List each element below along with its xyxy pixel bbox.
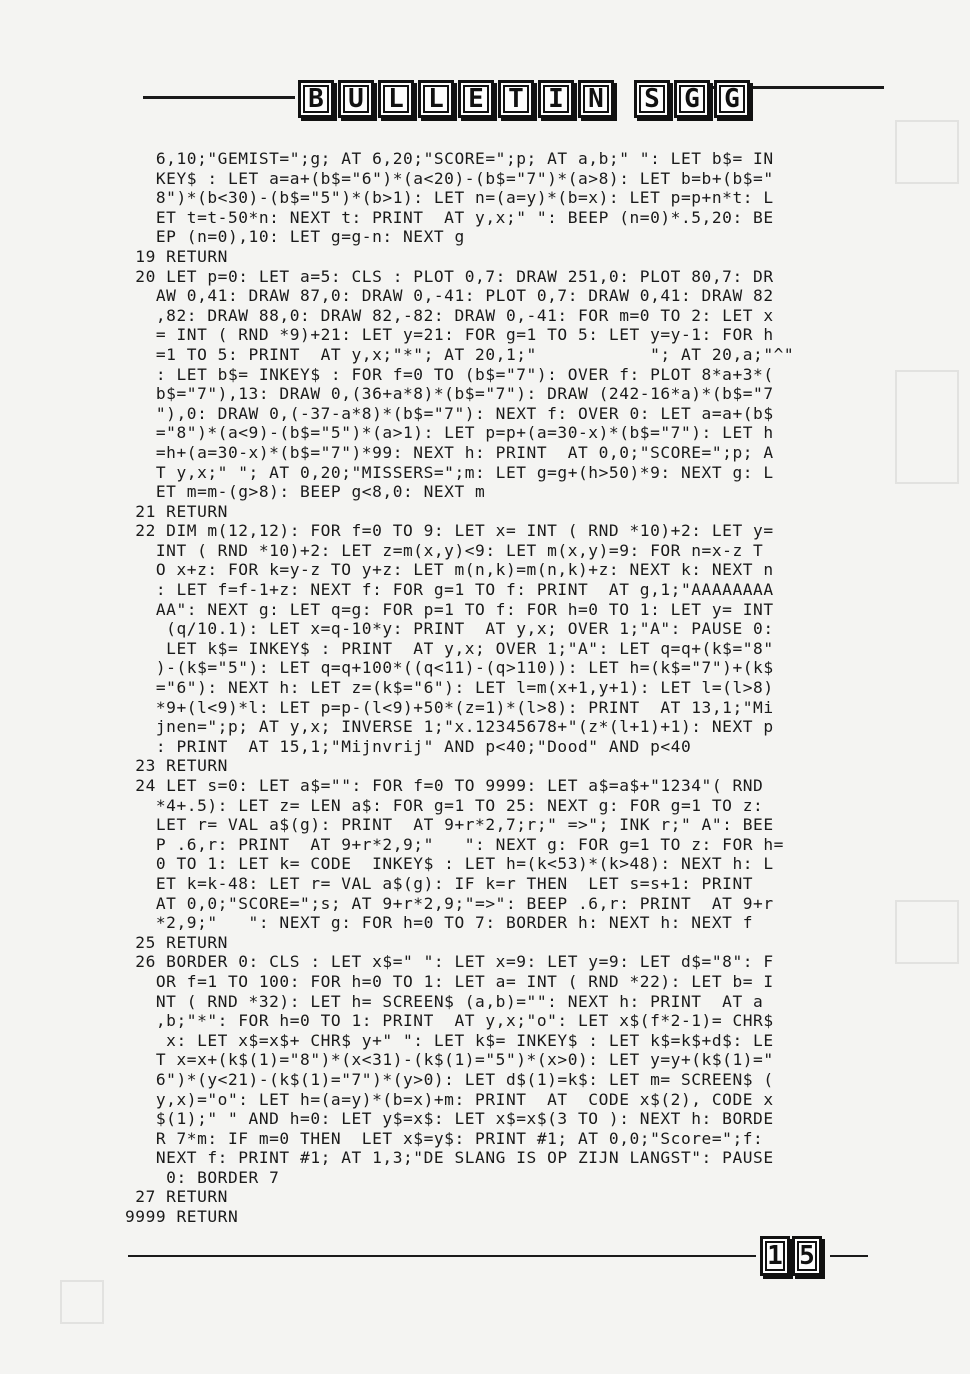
listing-line: 6")*(y<21)-(k$(1)="7")*(y>0): LET d$(1)=k$: LET m= SCREEN$ (	[125, 1069, 774, 1089]
listing-line: jnen=";p; AT y,x; INVERSE 1;"x.12345678+"(z*(l+1)+1): NEXT p	[125, 717, 774, 737]
listing-line: AW 0,41: DRAW 87,0: DRAW 0,-41: PLOT 0,7: DRAW 0,41: DRAW 82	[125, 286, 774, 306]
listing-line: 21 RETURN	[125, 501, 228, 521]
listing-line: NEXT f: PRINT #1; AT 1,3;"DE SLANG IS OP ZIJN LANGST": PAUSE	[125, 1148, 774, 1168]
banner-letter: B	[298, 80, 334, 118]
listing-line: AA": NEXT g: LET q=g: FOR p=1 TO f: FOR h=0 TO 1: LET y= INT	[125, 599, 774, 619]
banner-letter: L	[378, 80, 414, 118]
listing-line: : LET b$= INKEY$ : FOR f=0 TO (b$="7"): OVER f: PLOT 8*a+3*(	[125, 364, 774, 384]
listing-line: (q/10.1): LET x=q-10*y: PRINT AT y,x; OVER 1;"A": PAUSE 0:	[125, 619, 774, 639]
listing-line: b$="7"),13: DRAW 0,(36+a*8)*(b$="7"): DRAW (242-16*a)*(b$="7	[125, 384, 774, 404]
listing-line: P .6,r: PRINT AT 9+r*2,9;" ": NEXT g: FOR g=1 TO z: FOR h=	[125, 834, 784, 854]
listing-line: T y,x;" "; AT 0,20;"MISSERS=";m: LET g=g+(h>50)*9: NEXT g: L	[125, 462, 774, 482]
listing-line: )-(k$="5"): LET q=q+100*((q<11)-(q>110)): LET h=(k$="7")+(k$	[125, 658, 774, 678]
footer-rule-left	[128, 1255, 756, 1257]
listing-line: x: LET x$=x$+ CHR$ y+" ": LET k$= INKEY$ : LET k$=k$+d$: LE	[125, 1030, 774, 1050]
listing-line: ET k=k-48: LET r= VAL a$(g): IF k=r THEN LET s=s+1: PRINT	[125, 873, 754, 893]
listing-line: 9999 RETURN	[125, 1207, 239, 1227]
banner-letter: G	[714, 80, 750, 118]
banner-space	[618, 80, 630, 118]
bulletin-sgg-banner	[298, 80, 750, 118]
banner-letter: I	[538, 80, 574, 118]
listing-line: NT ( RND *32): LET h= SCREEN$ (a,b)="": NEXT h: PRINT AT a	[125, 991, 764, 1011]
banner-letter: S	[634, 80, 670, 118]
listing-line: 24 LET s=0: LET a$="": FOR f=0 TO 9999: LET a$=a$+"1234"( RND	[125, 776, 764, 795]
banner-letter: E	[458, 80, 494, 118]
listing-line: 22 DIM m(12,12): FOR f=0 TO 9: LET x= INT ( RND *10)+2: LET y=	[125, 521, 774, 541]
basic-program-listing	[125, 149, 905, 1227]
listing-line: *4+.5): LET z= LEN a$: FOR g=1 TO 25: NEXT g: FOR g=1 TO z:	[125, 795, 764, 815]
listing-line: 26 BORDER 0: CLS : LET x$=" ": LET x=9: LET y=9: LET d$="8": F	[125, 952, 774, 972]
listing-line: *9+(l<9)*l: LET p=p-(l<9)+50*(z=1)*(l>8): PRINT AT 13,1;"Mi	[125, 697, 774, 717]
listing-line: 6,10;"GEMIST=";g; AT 6,20;"SCORE=";p; AT a,b;" ": LET b$= IN	[125, 149, 774, 168]
listing-line: AT 0,0;"SCORE=";s; AT 9+r*2,9;"=>": BEEP .6,r: PRINT AT 9+r	[125, 893, 774, 913]
listing-line: ="8")*(a<9)-(b$="5")*(a>1): LET p=p+(a=30-x)*(b$="7"): LET h	[125, 423, 774, 443]
listing-line: "),0: DRAW 0,(-37-a*8)*(b$="7"): NEXT f: OVER 0: LET a=a+(b$	[125, 403, 774, 423]
banner-letter: T	[498, 80, 534, 118]
listing-line: ET m=m-(g>8): BEEP g<8,0: NEXT m	[125, 482, 486, 502]
listing-line: y,x)="o": LET h=(a=y)*(b=x)+m: PRINT AT CODE x$(2), CODE x	[125, 1089, 774, 1109]
listing-line: = INT ( RND *9)+21: LET y=21: FOR g=1 TO 5: LET y=y-1: FOR h	[125, 325, 774, 345]
listing-line: LET r= VAL a$(g): PRINT AT 9+r*2,7;r;" =>"; INK r;" A": BEE	[125, 815, 774, 835]
listing-line: 0 TO 1: LET k= CODE INKEY$ : LET h=(k<53)*(k>48): NEXT h: L	[125, 854, 774, 874]
page-number-digit: 5	[792, 1236, 822, 1276]
listing-line: *2,9;" ": NEXT g: FOR h=0 TO 7: BORDER h: NEXT h: NEXT f	[125, 913, 754, 933]
listing-line: R 7*m: IF m=0 THEN LET x$=y$: PRINT #1; AT 0,0;"Score=";f:	[125, 1128, 764, 1148]
listing-line: ,82: DRAW 88,0: DRAW 82,-82: DRAW 0,-41: FOR m=0 TO 2: LET x	[125, 305, 774, 325]
listing-line: 25 RETURN	[125, 932, 228, 952]
listing-line: EP (n=0),10: LET g=g-n: NEXT g	[125, 227, 465, 247]
show-through-frame	[60, 1280, 104, 1324]
banner-letter: G	[674, 80, 710, 118]
page-number-digit: 1	[760, 1236, 790, 1276]
listing-line: 23 RETURN	[125, 756, 228, 776]
listing-line: OR f=1 TO 100: FOR h=0 TO 1: LET a= INT ( RND *22): LET b= I	[125, 971, 774, 991]
banner-letter: L	[418, 80, 454, 118]
banner-letter: N	[578, 80, 614, 118]
listing-line: ="6"): NEXT h: LET z=(k$="6"): LET l=m(x+1,y+1): LET l=(l>8)	[125, 678, 774, 698]
listing-line: 27 RETURN	[125, 1187, 228, 1207]
listing-line: LET k$= INKEY$ : PRINT AT y,x; OVER 1;"A": LET q=q+(k$="8"	[125, 638, 774, 658]
page-number	[760, 1236, 822, 1276]
listing-line: 8")*(b<30)-(b$="5")*(b>1): LET n=(a=y)*(b=x): LET p=p+n*t: L	[125, 188, 774, 208]
listing-line: O x+z: FOR k=y-z TO y+z: LET m(n,k)=m(n,k)+z: NEXT k: NEXT n	[125, 560, 774, 580]
listing-line: ,b;"*": FOR h=0 TO 1: PRINT AT y,x;"o": LET x$(f*2-1)= CHR$	[125, 1011, 774, 1031]
listing-line: $(1);" " AND h=0: LET y$=x$: LET x$=x$(3 TO ): NEXT h: BORDE	[125, 1109, 774, 1129]
listing-line: KEY$ : LET a=a+(b$="6")*(a<20)-(b$="7")*(a>8): LET b=b+(b$="	[125, 168, 774, 188]
footer-rule-right	[830, 1255, 868, 1257]
banner-letter: U	[338, 80, 374, 118]
listing-line: : PRINT AT 15,1;"Mijnvrij" AND p<40;"Dood" AND p<40	[125, 736, 692, 756]
listing-line: =1 TO 5: PRINT AT y,x;"*"; AT 20,1;" "; AT 20,a;"^"	[125, 344, 795, 364]
listing-line: T x=x+(k$(1)="8")*(x<31)-(k$(1)="5")*(x>0): LET y=y+(k$(1)="	[125, 1050, 774, 1070]
listing-line: ET t=t-50*n: NEXT t: PRINT AT y,x;" ": BEEP (n=0)*.5,20: BE	[125, 207, 774, 227]
listing-line: 20 LET p=0: LET a=5: CLS : PLOT 0,7: DRAW 251,0: PLOT 80,7: DR	[125, 266, 774, 286]
header-rule-left	[143, 96, 295, 99]
listing-line: 0: BORDER 7	[125, 1167, 280, 1187]
listing-line: : LET f=f-1+z: NEXT f: FOR g=1 TO f: PRINT AT g,1;"AAAAAAAA	[125, 580, 774, 600]
listing-line: INT ( RND *10)+2: LET z=m(x,y)<9: LET m(x,y)=9: FOR n=x-z T	[125, 540, 764, 560]
listing-line: =h+(a=30-x)*(b$="7")*99: NEXT h: PRINT AT 0,0;"SCORE=";p; A	[125, 442, 774, 462]
listing-line: 19 RETURN	[125, 246, 228, 266]
